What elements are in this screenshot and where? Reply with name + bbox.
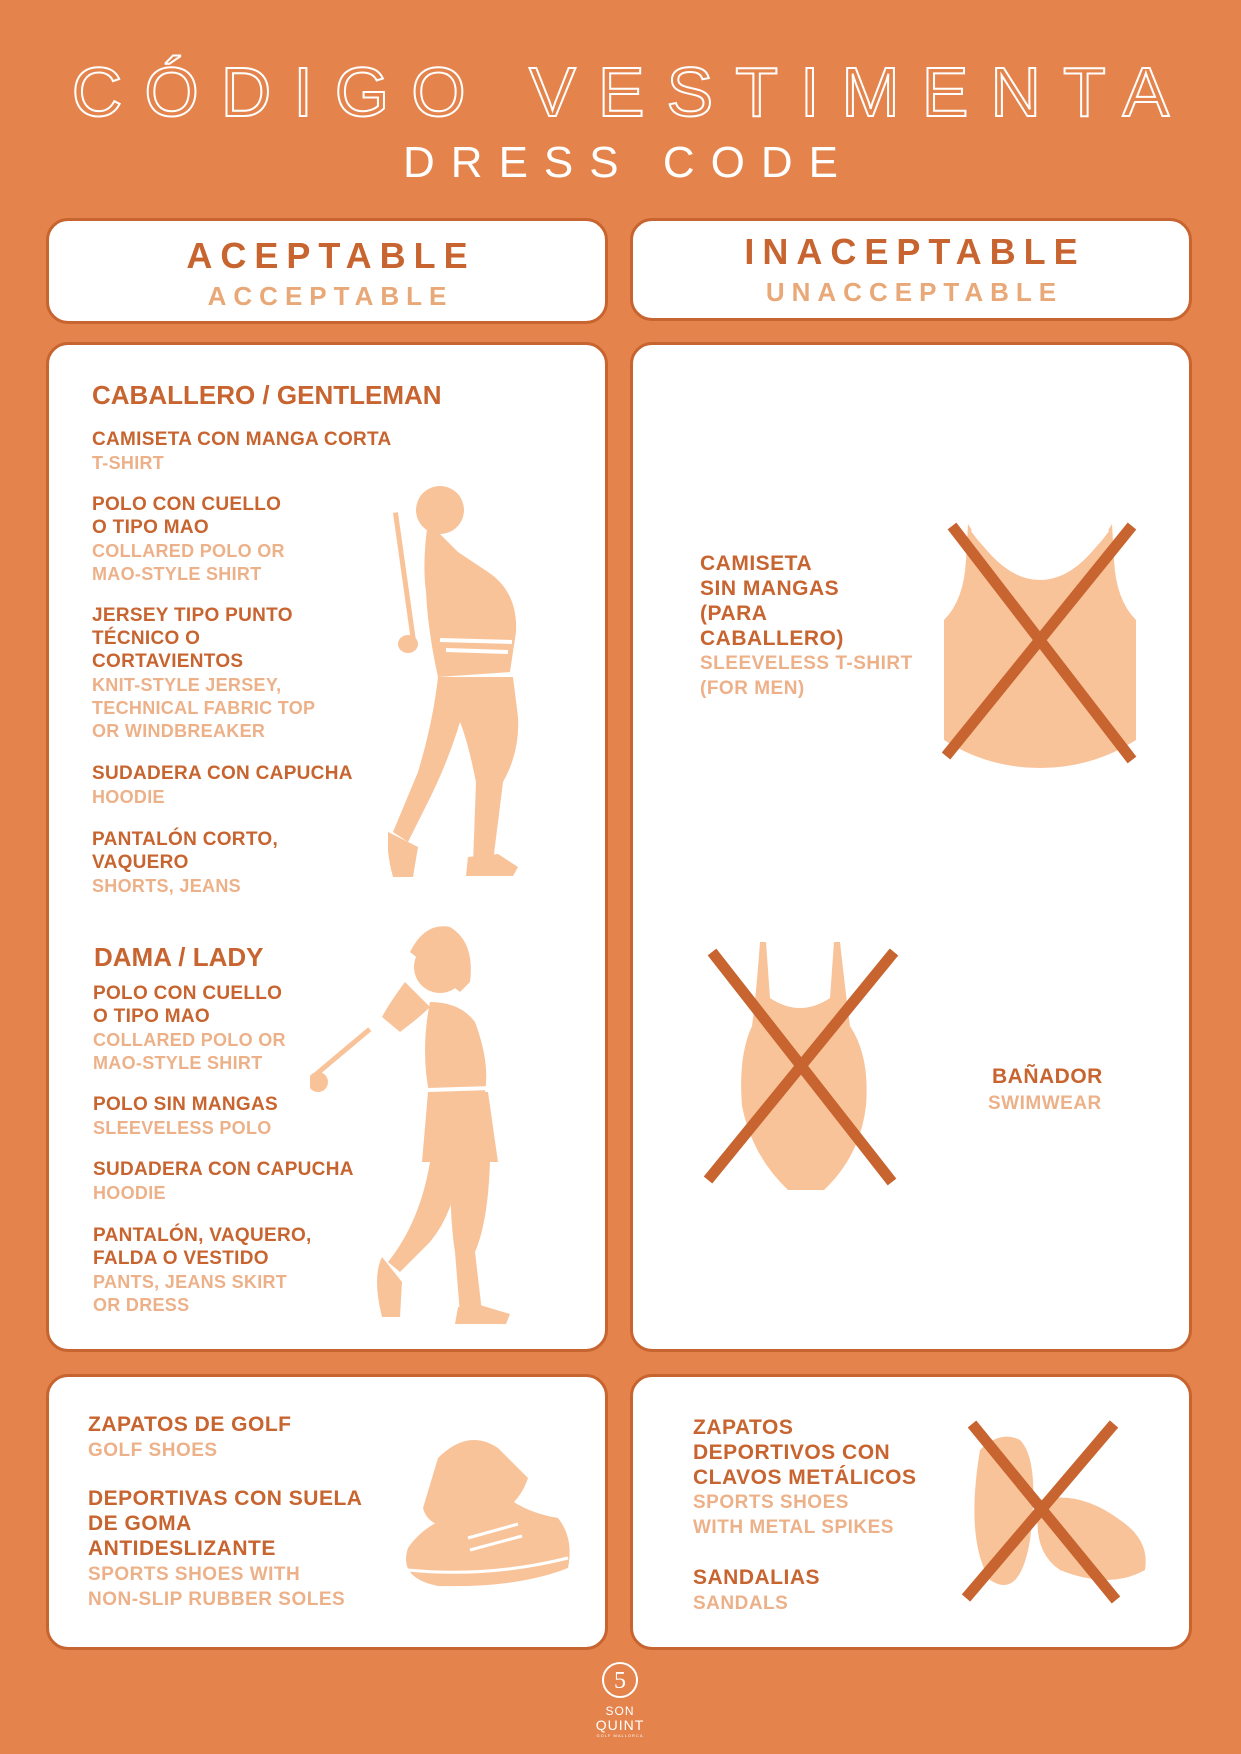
lady-item-1-es: POLO CON CUELLO O TIPO MAO <box>93 983 283 1027</box>
gentleman-heading: CABALLERO / GENTLEMAN <box>92 380 442 410</box>
acceptable-header <box>46 218 608 324</box>
page-subtitle: DRESS CODE <box>403 138 854 187</box>
gentleman-item-2-en: COLLARED POLO OR MAO-STYLE SHIRT <box>92 541 285 584</box>
male-golfer-icon <box>388 482 548 882</box>
lady-item-4-es: PANTALÓN, VAQUERO, FALDA O VESTIDO <box>93 1225 312 1269</box>
lady-item-4-en: PANTS, JEANS SKIRT OR DRESS <box>93 1272 288 1315</box>
acceptable-shoes-item-2-es: DEPORTIVAS CON SUELA DE GOMA ANTIDESLIZANTE <box>88 1487 363 1560</box>
unacceptable-shoes-item-1-en: SPORTS SHOES WITH METAL SPIKES <box>693 1492 894 1538</box>
lady-item-1-en: COLLARED POLO OR MAO-STYLE SHIRT <box>93 1030 286 1073</box>
son-quint-logo <box>585 1660 655 1739</box>
unacceptable-header <box>630 218 1192 321</box>
logo-line-1: SON <box>605 1704 635 1718</box>
gentleman-item-1-es: CAMISETA CON MANGA CORTA <box>92 429 392 450</box>
gentleman-item-5-en: SHORTS, JEANS <box>92 876 241 896</box>
lady-item-3-es: SUDADERA CON CAPUCHA <box>93 1159 354 1180</box>
gentleman-item-4-en: HOODIE <box>92 787 165 807</box>
female-golfer-icon <box>310 922 550 1332</box>
gentleman-item-2-es: POLO CON CUELLO O TIPO MAO <box>92 494 282 538</box>
unacceptable-item-2-en: SWIMWEAR <box>988 1093 1102 1114</box>
sandals-icon <box>960 1420 1150 1610</box>
acceptable-shoes-item-1-es: ZAPATOS DE GOLF <box>88 1413 292 1436</box>
logo-five-icon <box>600 1660 640 1700</box>
lady-item-3-en: HOODIE <box>93 1183 166 1203</box>
unacceptable-item-1-en: SLEEVELESS T-SHIRT (FOR MEN) <box>700 653 913 699</box>
lady-item-2-en: SLEEVELESS POLO <box>93 1118 272 1138</box>
gentleman-item-1-en: T-SHIRT <box>92 453 165 473</box>
lady-item-2-es: POLO SIN MANGAS <box>93 1094 279 1115</box>
gentleman-item-3-es: JERSEY TIPO PUNTO TÉCNICO O CORTAVIENTOS <box>92 605 293 672</box>
gentleman-item-3-en: KNIT-STYLE JERSEY, TECHNICAL FABRIC TOP OR WINDBREAKER <box>92 675 316 741</box>
unacceptable-label-es: INACEPTABLE <box>744 231 1086 272</box>
svg-text:5: 5 <box>614 1668 626 1694</box>
unacceptable-item-2-es: BAÑADOR <box>992 1065 1103 1088</box>
acceptable-label-en: ACCEPTABLE <box>207 281 454 311</box>
sleeveless-shirt-icon <box>942 520 1138 768</box>
unacceptable-label-en: UNACCEPTABLE <box>765 277 1064 307</box>
page-title: CÓDIGO VESTIMENTA <box>71 53 1192 131</box>
logo-line-3: GOLF MALLORCA <box>596 1733 644 1738</box>
gentleman-item-5-es: PANTALÓN CORTO, VAQUERO <box>92 829 279 873</box>
unacceptable-shoes-item-1-es: ZAPATOS DEPORTIVOS CON CLAVOS METÁLICOS <box>693 1416 917 1489</box>
golf-shoes-icon <box>398 1428 573 1588</box>
unacceptable-clothing-panel <box>630 342 1192 1352</box>
acceptable-label-es: ACEPTABLE <box>186 235 476 276</box>
swimsuit-icon <box>700 936 900 1192</box>
unacceptable-item-1-es: CAMISETA SIN MANGAS (PARA CABALLERO) <box>700 552 844 650</box>
lady-heading: DAMA / LADY <box>94 942 264 972</box>
unacceptable-shoes-item-2-es: SANDALIAS <box>693 1566 821 1589</box>
logo-line-2: QUINT <box>595 1717 645 1733</box>
gentleman-item-4-es: SUDADERA CON CAPUCHA <box>92 763 353 784</box>
acceptable-shoes-item-2-en: SPORTS SHOES WITH NON-SLIP RUBBER SOLES <box>88 1564 346 1610</box>
unacceptable-shoes-item-2-en: SANDALS <box>693 1593 789 1614</box>
acceptable-shoes-item-1-en: GOLF SHOES <box>88 1440 218 1461</box>
